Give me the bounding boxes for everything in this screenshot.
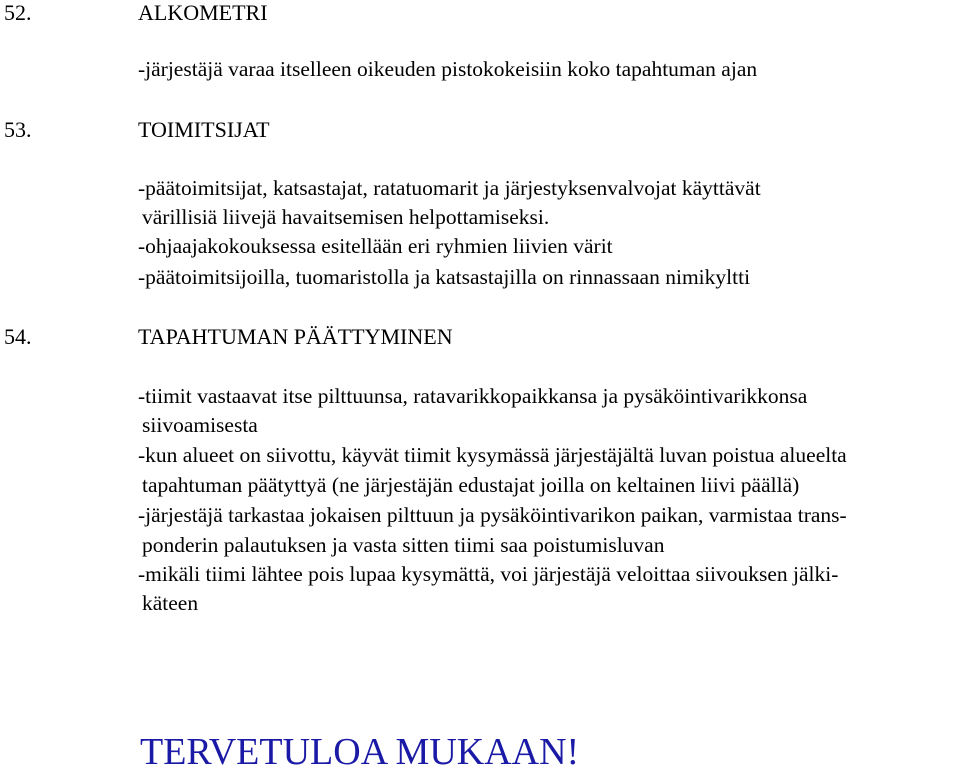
section-54-line-5: -järjestäjä tarkastaa jokaisen pilttuun ja pysäköintivarikon paikan, varmistaa trans-: [138, 503, 847, 527]
section-number: 54.: [4, 324, 32, 349]
section-54-line-4: tapahtuman päätyttyä (ne järjestäjän edustajat joilla on keltainen liivi päällä): [142, 473, 800, 497]
section-title: TOIMITSIJAT: [138, 117, 270, 142]
section-53-line-3: -ohjaajakokouksessa esitellään eri ryhmien liivien värit: [138, 234, 613, 258]
section-53-heading: [4, 117, 270, 143]
section-number: 53.: [4, 117, 32, 142]
section-52-line-1: -järjestäjä varaa itselleen oikeuden pistokokeisiin koko tapahtuman ajan: [138, 57, 758, 81]
section-number: 52.: [4, 0, 32, 25]
section-53-line-2: värillisiä liivejä havaitsemisen helpottamiseksi.: [142, 205, 550, 229]
section-title: ALKOMETRI: [138, 0, 268, 25]
section-54-line-1: -tiimit vastaavat itse pilttuunsa, ratavarikkopaikkansa ja pysäköintivarikkonsa: [138, 384, 808, 408]
closing-welcome-text: TERVETULOA MUKAAN!: [140, 731, 580, 773]
section-54-heading: [4, 324, 453, 350]
section-53-line-1: -päätoimitsijat, katsastajat, ratatuomarit ja järjestyksenvalvojat käyttävät: [138, 176, 761, 200]
section-54-line-6: ponderin palautuksen ja vasta sitten tiimi saa poistumisluvan: [142, 533, 665, 557]
section-54-line-3: -kun alueet on siivottu, käyvät tiimit kysymässä järjestäjältä luvan poistua alueelta: [138, 443, 847, 467]
section-54-line-2: siivoamisesta: [142, 413, 258, 437]
section-54-line-7: -mikäli tiimi lähtee pois lupaa kysymättä, voi järjestäjä veloittaa siivouksen jälki-: [138, 562, 839, 586]
section-52-heading: [4, 0, 268, 26]
section-53-line-4: -päätoimitsijoilla, tuomaristolla ja katsastajilla on rinnassaan nimikyltti: [138, 265, 751, 289]
section-title: TAPAHTUMAN PÄÄTTYMINEN: [138, 324, 453, 349]
section-54-line-8: käteen: [142, 591, 199, 615]
